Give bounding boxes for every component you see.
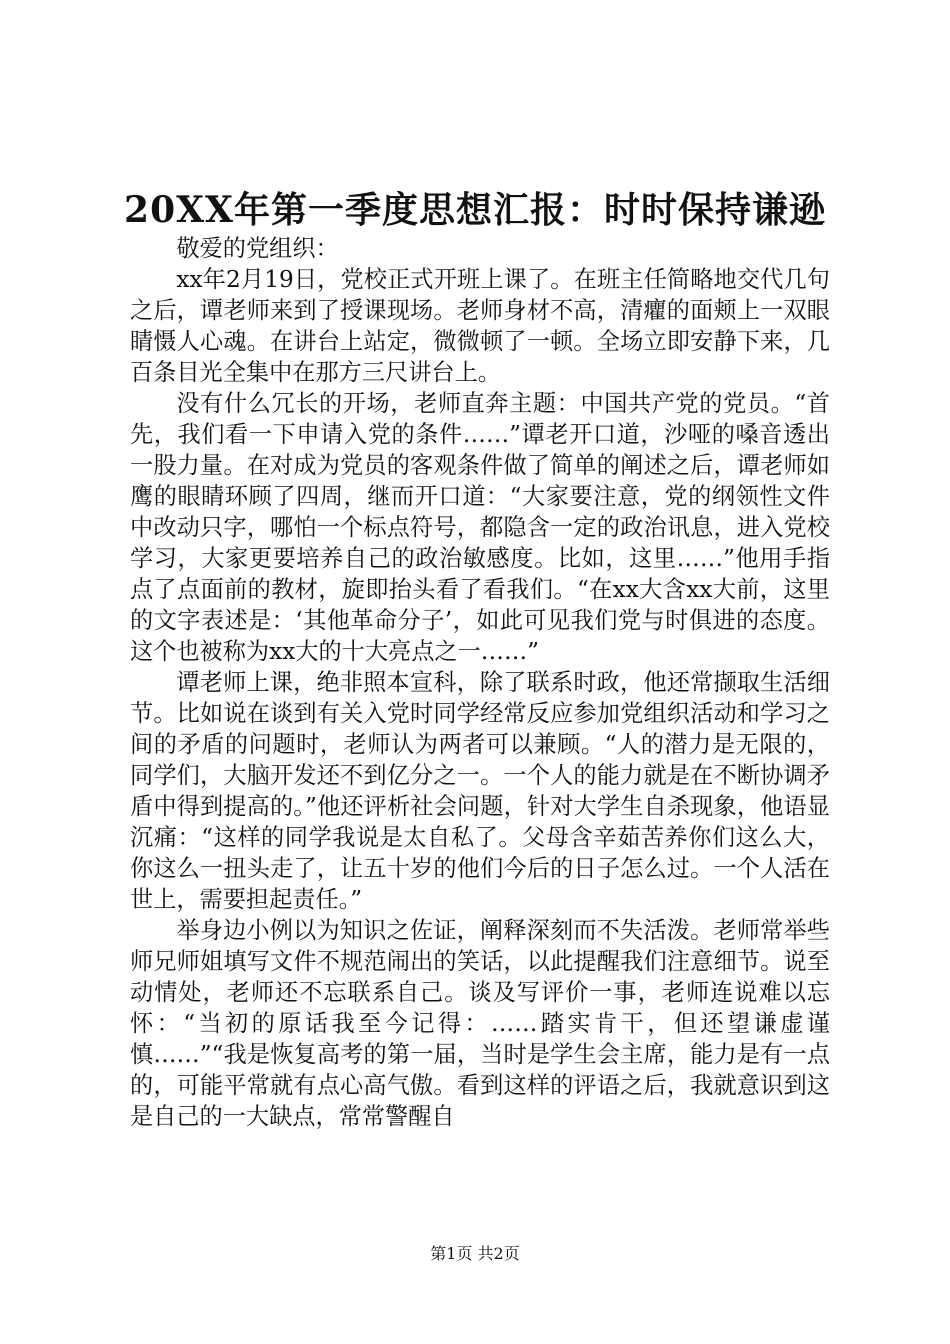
paragraph-1: xx年2月19日，党校正式开班上课了。在班主任简略地交代几句之后，谭老师来到了授课现场。老师身材不高，清癯的面颊上一双眼睛慑人心魂。在讲台上站定，微微顿了一顿。全场立即安静下来，几百条目光全集中在那方三尺讲台上。 xyxy=(130,266,830,386)
page-number-footer: 第1页 共2页 xyxy=(430,1244,520,1263)
document-body xyxy=(130,233,830,1132)
paragraph-2: 没有什么冗长的开场，老师直奔主题：中国共产党的党员。“首先，我们看一下申请入党的条件……”谭老开口道，沙哑的嗓音透出一股力量。在对成为党员的客观条件做了简单的阐述之后，谭老师如鹰的眼睛环顾了四周，继而开口道：“大家要注意，党的纲领性文件中改动只字，哪怕一个标点符号，都隐含一定的政治讯息，进入党校学习，大家更要培养自己的政治敏感度。比如，这里……”他用手指点了点面前的教材，旋即抬头看了看我们。“在xx大含xx大前，这里的文字表述是：‘其他革命分子’，如此可见我们党与时俱进的态度。这个也被称为xx大的十大亮点之一……” xyxy=(130,390,830,665)
salutation: 敬爱的党组织： xyxy=(176,235,339,262)
paragraph-4: 举身边小例以为知识之佐证，阐释深刻而不失活泼。老师常举些师兄师姐填写文件不规范闹出的笑话，以此提醒我们注意细节。说至动情处，老师还不忘联系自己。谈及写评价一事，老师连说难以忘怀：“当初的原话我至今记得：……踏实肯干，但还望谦虚谨慎……”“我是恢复高考的第一届，当时是学生会主席，能力是有一点的，可能平常就有点心高气傲。看到这样的评语之后，我就意识到这是自己的一大缺点，常常警醒自 xyxy=(130,917,830,1130)
document-title: 20XX年第一季度思想汇报：时时保持谦逊 xyxy=(124,189,826,231)
paragraph-3: 谭老师上课，绝非照本宣科，除了联系时政，他还常撷取生活细节。比如说在谈到有关入党时同学经常反应参加党组织活动和学习之间的矛盾的问题时，老师认为两者可以兼顾。“人的潜力是无限的，同学们，大脑开发还不到亿分之一。一个人的能力就是在不断协调矛盾中得到提高的。”他还评析社会问题，针对大学生自杀现象，他语显沉痛：“这样的同学我说是太自私了。父母含辛茹苦养你们这么大，你这么一扭头走了，让五十岁的他们今后的日子怎么过。一个人活在世上，需要担起责任。” xyxy=(130,669,830,913)
